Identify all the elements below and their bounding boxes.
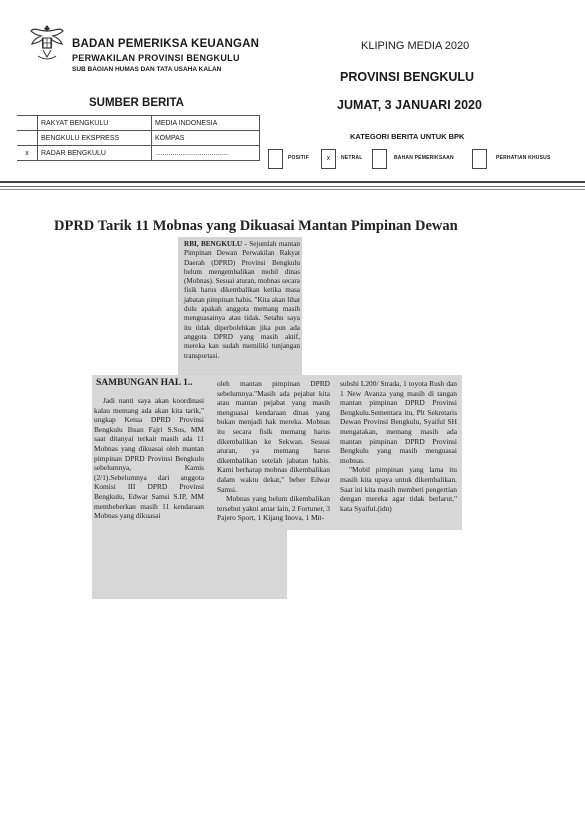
article-column-3 [340,379,457,513]
lead-body: - Sejumlah mantan Pimpinan Dewan Perwakilan Rakyat Daerah (DPRD) Provinsi Bengkulu belum mengembalikan mobil dinas (Mobnas). Sesuai aturan, mobnas secara fisik harus dikembalikan ketika masa jabatan pimpinan habis. "Kita akan lihat dulu apakah anggota memang masih menguasainya atau tidak. Setahu saya itu tidak diperbolehkan jika pun ada anggota DPRD yang masih aktif, mereka kan sudah memiliki tunjangan transportasi. [184,240,300,360]
article-column-1 [94,396,204,521]
source-mark [17,131,38,146]
sources-table [17,115,260,161]
date-label: JUMAT, 3 JANUARI 2020 [337,98,482,112]
divider [0,189,585,190]
source-mark [17,116,38,131]
lead-tag: RBI, BENGKULU [184,240,243,248]
continuation-heading: SAMBUNGAN HAL 1.. [96,378,193,388]
source-mark: x [17,146,38,161]
org-division: SUB BAGIAN HUMAS DAN TATA USAHA KALAN [72,66,222,73]
article-paragraph: oleh mantan pimpinan DPRD sebelumnya."Masih ada pejabat kita atau mantan pejabat yang masih menguasai kendaraan dinas yang bukan menjadi hak mereka. Mobnas itu secara fisik memang harus dikembalikan ke Sekwan. Sesuai aturan, ya memang harus dikembalikan setelah jabatan habis. Kami berharap mobnas dikembalikan dalam waktu dekat," beber Edwar Samsi. [217,379,330,494]
source-name: BENGKULU EKSPRESS [38,131,152,146]
category-checkbox-netral[interactable]: x [321,149,336,169]
category-row [268,149,568,169]
sources-title: SUMBER BERITA [89,97,184,109]
clipping-background [92,528,287,599]
source-name: ...................................... [152,146,260,161]
source-row [17,146,260,161]
article-paragraph: Mobnas yang belum dikembalikan tersebut yakni antar lain, 2 Fortuner, 3 Pajero Sport, 1 Kijang Inova, 1 Mit- [217,494,330,523]
article-lead [184,240,300,361]
source-name: MEDIA INDONESIA [152,116,260,131]
source-name: RADAR BENGKULU [38,146,152,161]
divider [0,181,585,183]
category-label-perhatian-khusus: PERHATIAN KHUSUS [496,155,551,161]
source-name: KOMPAS [152,131,260,146]
province-label: PROVINSI BENGKULU [340,70,475,84]
category-label-bahan-pemeriksaan: BAHAN PEMERIKSAAN [394,155,454,161]
article-headline: DPRD Tarik 11 Mobnas yang Dikuasai Mantan Pimpinan Dewan [54,218,458,234]
kliping-label: KLIPING MEDIA 2020 [361,40,470,52]
source-name: RAKYAT BENGKULU [38,116,152,131]
article-paragraph: subshi L200/ Strada, 1 toyota Rush dan 1 New Avanza yang masih di tangan mantan pimpinan DPRD Provinsi Bengkulu.Sementara itu, Plt Sekretaris Dewan Provinsi Bengkulu, Syaiful SH mengatakan, memang masih ada mantan pimpinan DPRD Provinsi Bengkulu yang masih menguasai mobnas. [340,379,457,465]
source-row [17,131,260,146]
category-label-netral: NETRAL [341,155,363,161]
garuda-logo [30,22,64,62]
article-column-2 [217,379,330,523]
org-name: BADAN PEMERIKSA KEUANGAN [72,38,260,50]
category-label-positif: POSITIF [288,155,309,161]
article-paragraph: Jadi nanti saya akan koordinasi kalau memang ada akan kita tarik," ungkap Ketua DPRD Provinsi Bengkulu Ihsan Fajri S.Sos, MM saat ditanyai terkait masih ada 11 Mobnas yang dikuasai oleh mantan pimpinan DPRD Provinsi Bengkulu sebelumnya, Kamis (2/1).Sebelumnya dari anggota Komisi III DPRD Provinsi Bengkulu, Edwar Samsi S.IP, MM membeberkan masih 11 kendaraan Mobnas yang dikuasai [94,396,204,521]
category-checkbox-positif[interactable] [268,149,283,169]
divider [0,186,585,187]
category-title: KATEGORI BERITA UNTUK BPK [350,132,465,141]
org-subtitle: PERWAKILAN PROVINSI BENGKULU [72,53,240,63]
category-checkbox-bahan-pemeriksaan[interactable] [372,149,387,169]
article-paragraph: "Mobil pimpinan yang lama itu masih kita upaya untuk dikembalikan. Saat ini kita masih memberi pengertian dengan mereka agar tidak berlarut," kata Syaiful.(idn) [340,465,457,513]
category-checkbox-perhatian-khusus[interactable] [472,149,487,169]
source-row [17,116,260,131]
